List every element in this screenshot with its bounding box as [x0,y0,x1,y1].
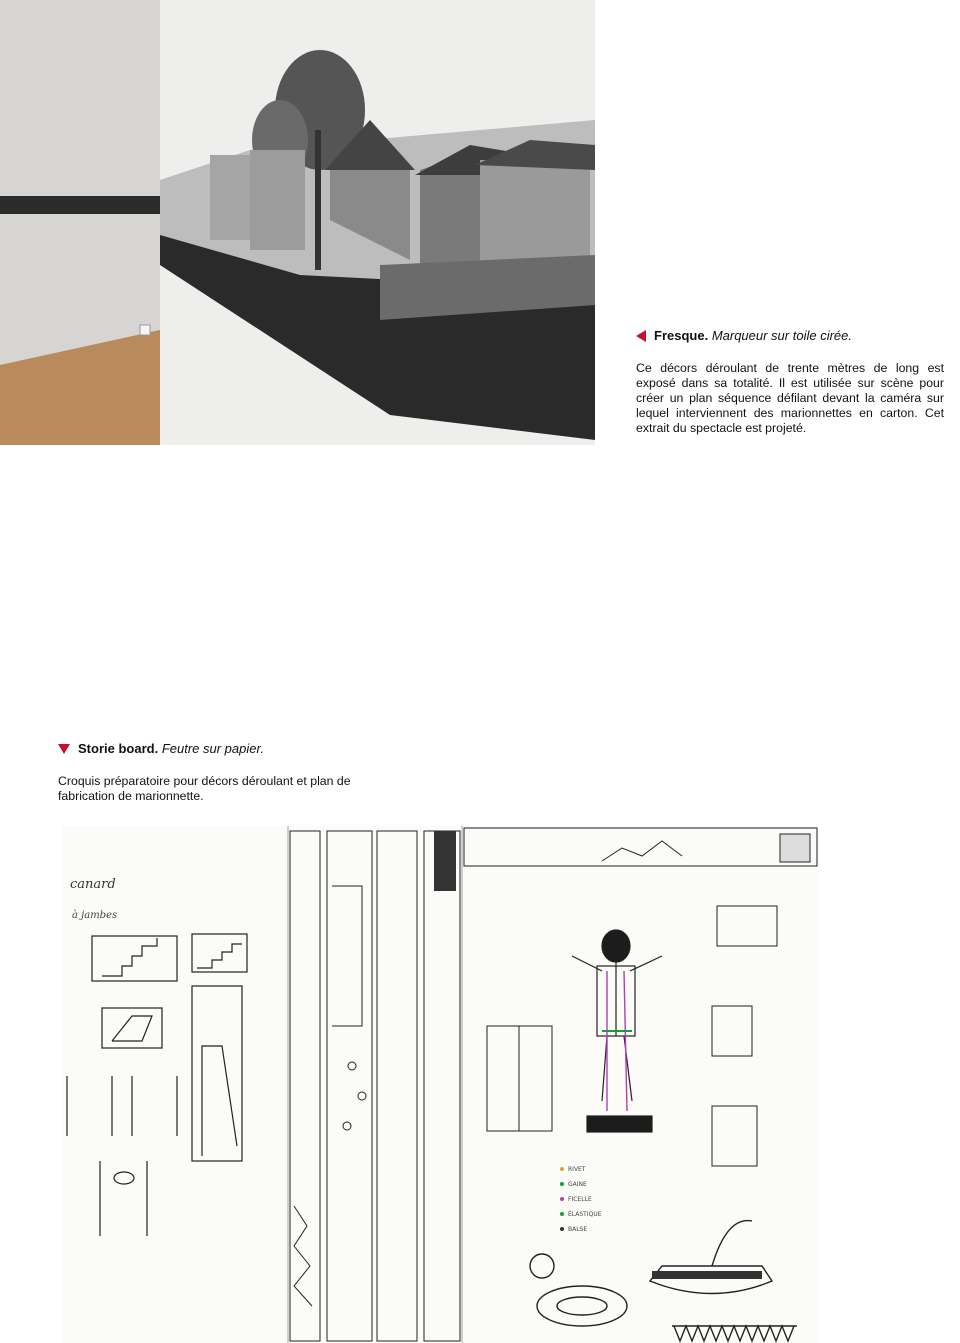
fresque-title: Fresque. [654,328,709,343]
triangle-down-icon [58,744,70,754]
handwritten-canard: canard [70,877,116,892]
storyboard-title: Storie board. [78,741,159,756]
storyboard-caption [58,741,378,804]
legend-elastique: ÉLASTIQUE [568,1211,602,1218]
storyboard-description: Croquis préparatoire pour décors déroulant et plan de fabrication de marionnette. [58,774,351,803]
storyboard-caption-header [58,741,378,757]
fresque-medium: Marqueur sur toile cirée. [711,328,852,343]
fresque-caption [636,328,944,436]
triangle-left-icon [636,330,646,342]
handwritten-jambes: à jambes [72,910,118,921]
legend-gaine: GAINE [568,1181,587,1188]
fresque-description: Ce décors déroulant de trente mètres de long est exposé dans sa totalité. Il est utilisée sur scène pour créer un plan séquence défilant devant la caméra sur lequel interviennent des marionnettes en carton. Cet extrait du spectacle est projeté. [636,361,944,435]
legend-ficelle: FICELLE [568,1196,592,1203]
legend-rivet: RIVET [568,1166,586,1173]
fresque-caption-header [636,328,944,344]
fresque-photo [0,0,595,445]
storyboard-sketch [62,826,819,1343]
storyboard-medium: Feutre sur papier. [161,741,264,756]
legend-balse: BALSE [568,1226,588,1233]
